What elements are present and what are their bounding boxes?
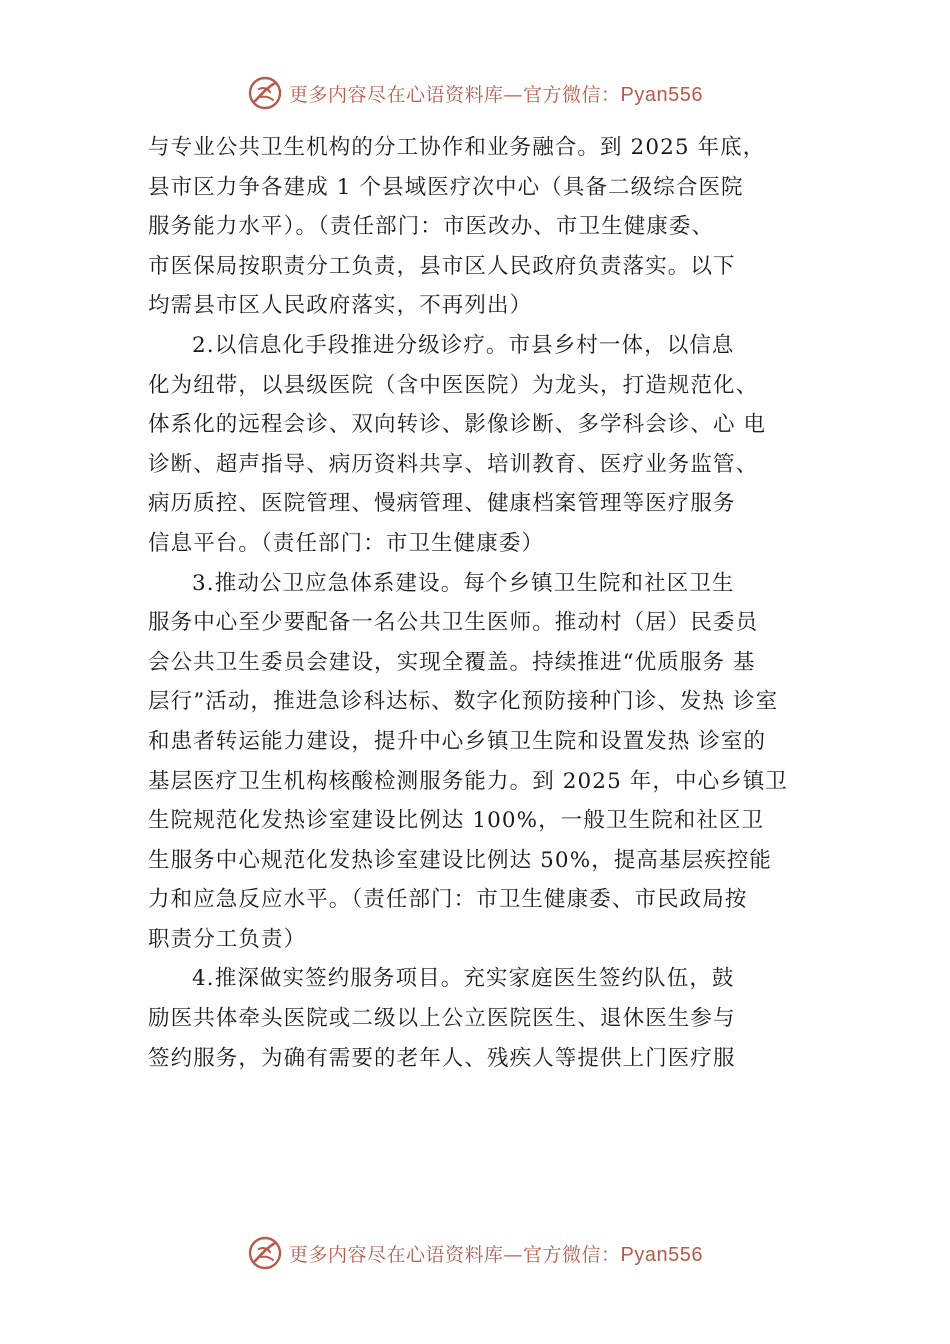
text-line: 层行”活动，推进急诊科达标、数字化预防接种门诊、发热 诊室	[148, 689, 779, 715]
text-line: 服务能力水平）。（责任部门：市医改办、市卫生健康委、	[148, 214, 715, 240]
text-line: 基层医疗卫生机构核酸检测服务能力。到 2025 年，中心乡镇卫	[148, 768, 788, 794]
text-line: 诊断、超声指导、病历资料共享、培训教育、医疗业务监管、	[148, 451, 759, 477]
text-line: 生院规范化发热诊室建设比例达 100%，一般卫生院和社区卫	[148, 808, 765, 834]
text-line: 生服务中心规范化发热诊室建设比例达 50%，提高基层疾控能	[148, 847, 773, 873]
text-line: 力和应急反应水平。（责任部门：市卫生健康委、市民政局按	[148, 887, 748, 913]
wechat-id: Pyan556	[620, 1243, 703, 1266]
banner-slogan: 更多内容尽在心语资料库—官方微信：	[289, 83, 621, 106]
text-line: 职责分工负责）	[148, 926, 307, 952]
text-line: 化为纽带，以县级医院（含中医医院）为龙头，打造规范化、	[148, 372, 759, 398]
logo-icon	[247, 1235, 283, 1271]
text-line: 签约服务，为确有需要的老年人、残疾人等提供上门医疗服	[148, 1045, 736, 1071]
wechat-id: Pyan556	[620, 83, 703, 106]
document-body	[148, 128, 838, 1078]
header-banner	[0, 73, 950, 113]
text-line: 和患者转运能力建设，提升中心乡镇卫生院和设置发热 诊室的	[148, 728, 767, 754]
text-line: 会公共卫生委员会建设，实现全覆盖。持续推进“优质服务 基	[148, 649, 756, 675]
text-line: 市医保局按职责分工负责，县市区人民政府负责落实。以下	[148, 253, 736, 279]
text-line: 县市区力争各建成 1 个县域医疗次中心（具备二级综合医院	[148, 174, 744, 200]
text-line: 病历质控、医院管理、慢病管理、健康档案管理等医疗服务	[148, 491, 736, 517]
paragraph-heading-4: 4.推深做实签约服务项目。充实家庭医生签约队伍，鼓	[192, 966, 735, 992]
logo-icon	[247, 75, 283, 111]
text-line: 均需县市区人民政府落实，不再列出）	[148, 293, 533, 319]
banner-text	[289, 80, 703, 107]
text-line: 体系化的远程会诊、双向转诊、影像诊断、多学科会诊、心 电	[148, 412, 767, 438]
paragraph-heading-3: 3.推动公卫应急体系建设。每个乡镇卫生院和社区卫生	[192, 570, 735, 596]
text-line: 励医共体牵头医院或二级以上公立医院医生、退休医生参与	[148, 1006, 736, 1032]
text-line: 与专业公共卫生机构的分工协作和业务融合。到 2025 年底，	[148, 135, 766, 160]
text-line: 信息平台。（责任部门：市卫生健康委）	[148, 530, 545, 556]
banner-text	[289, 1240, 703, 1267]
banner-slogan: 更多内容尽在心语资料库—官方微信：	[289, 1243, 621, 1266]
paragraph-heading-2: 2.以信息化手段推进分级诊疗。市县乡村一体，以信息	[192, 332, 735, 358]
text-line: 服务中心至少要配备一名公共卫生医师。推动村（居）民委员	[148, 610, 759, 636]
footer-banner	[0, 1233, 950, 1273]
